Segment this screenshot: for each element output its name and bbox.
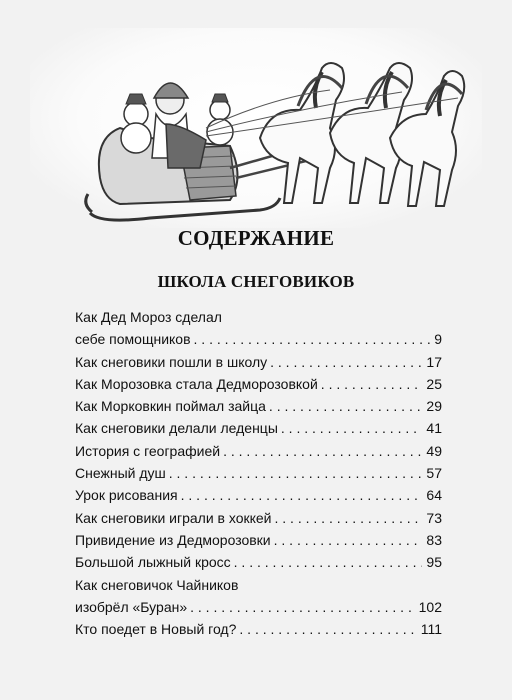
toc-entry-title: Как снеговики играли в хоккей — [75, 509, 272, 526]
toc-entry-title-line1: Как Дед Мороз сделал — [75, 309, 222, 325]
toc-entry-page: 17 — [426, 353, 442, 370]
toc-entry-page: 111 — [420, 621, 442, 638]
toc-entry-title: Снежный душ — [75, 465, 166, 482]
contents-heading: СОДЕРЖАНИЕ — [177, 226, 335, 250]
toc-entry[interactable] — [75, 417, 442, 439]
leader-dots — [270, 351, 422, 373]
leader-dots — [321, 373, 423, 395]
toc-entry-page: 57 — [426, 465, 442, 482]
toc-entry-title: Кто поедет в Новый год? — [75, 621, 237, 638]
toc-entry-page: 9 — [434, 331, 442, 348]
toc-entry-title: Как Морковкин поймал зайца — [75, 398, 266, 415]
toc-entry-title: Большой лыжный кросс — [75, 554, 231, 571]
toc-entry-page: 102 — [418, 598, 442, 615]
leader-dots — [223, 440, 422, 462]
leader-dots — [234, 551, 423, 573]
toc-entry-title: Как снеговики делали леденцы — [75, 420, 278, 437]
leader-dots — [190, 596, 415, 618]
toc-entry-title: История с географией — [75, 442, 221, 459]
toc-entry[interactable] — [75, 373, 442, 395]
leader-dots — [194, 328, 431, 350]
toc-entry-title: Как Морозовка стала Дедморозовкой — [75, 375, 318, 392]
toc-entry-page: 83 — [426, 531, 442, 548]
toc-entry[interactable] — [75, 529, 442, 551]
leader-dots — [239, 618, 416, 640]
leader-dots — [169, 462, 423, 484]
toc-entry-title: Урок рисования — [75, 487, 178, 504]
toc-entry[interactable] — [75, 351, 442, 373]
leader-dots — [281, 417, 423, 439]
toc-entry-page: 41 — [426, 420, 442, 437]
toc-entry-page: 95 — [426, 554, 442, 571]
sleigh-horses-drawing — [30, 28, 482, 228]
toc-entry-title: Привидение из Дедморозовки — [75, 531, 271, 548]
toc-entry-title-line1: Как снеговичок Чайников — [75, 576, 239, 593]
toc-entry[interactable] — [75, 462, 442, 484]
section-heading: ШКОЛА СНЕГОВИКОВ — [157, 272, 355, 291]
toc-entry[interactable] — [75, 507, 442, 529]
toc-entry[interactable] — [75, 551, 442, 573]
toc-entry-page: 25 — [426, 375, 442, 392]
toc-entry[interactable] — [75, 484, 442, 506]
table-of-contents — [75, 306, 442, 640]
leader-dots — [269, 395, 423, 417]
toc-entry-page: 73 — [426, 509, 442, 526]
toc-entry-title: Как снеговики пошли в школу — [75, 353, 268, 370]
toc-entry[interactable] — [75, 618, 442, 640]
toc-entry[interactable] — [75, 395, 442, 417]
toc-entry[interactable] — [75, 574, 442, 619]
toc-entry[interactable] — [75, 440, 442, 462]
leader-dots — [274, 529, 423, 551]
toc-entry-page: 64 — [426, 487, 442, 504]
toc-entry[interactable] — [75, 306, 442, 351]
troika-sleigh-illustration — [30, 28, 482, 228]
leader-dots — [181, 484, 423, 506]
toc-entry-page: 29 — [426, 398, 442, 415]
toc-entry-page: 49 — [426, 442, 442, 459]
toc-entry-title: изобрёл «Буран» — [75, 598, 188, 615]
toc-entry-title: себе помощников — [75, 331, 191, 348]
leader-dots — [275, 507, 423, 529]
